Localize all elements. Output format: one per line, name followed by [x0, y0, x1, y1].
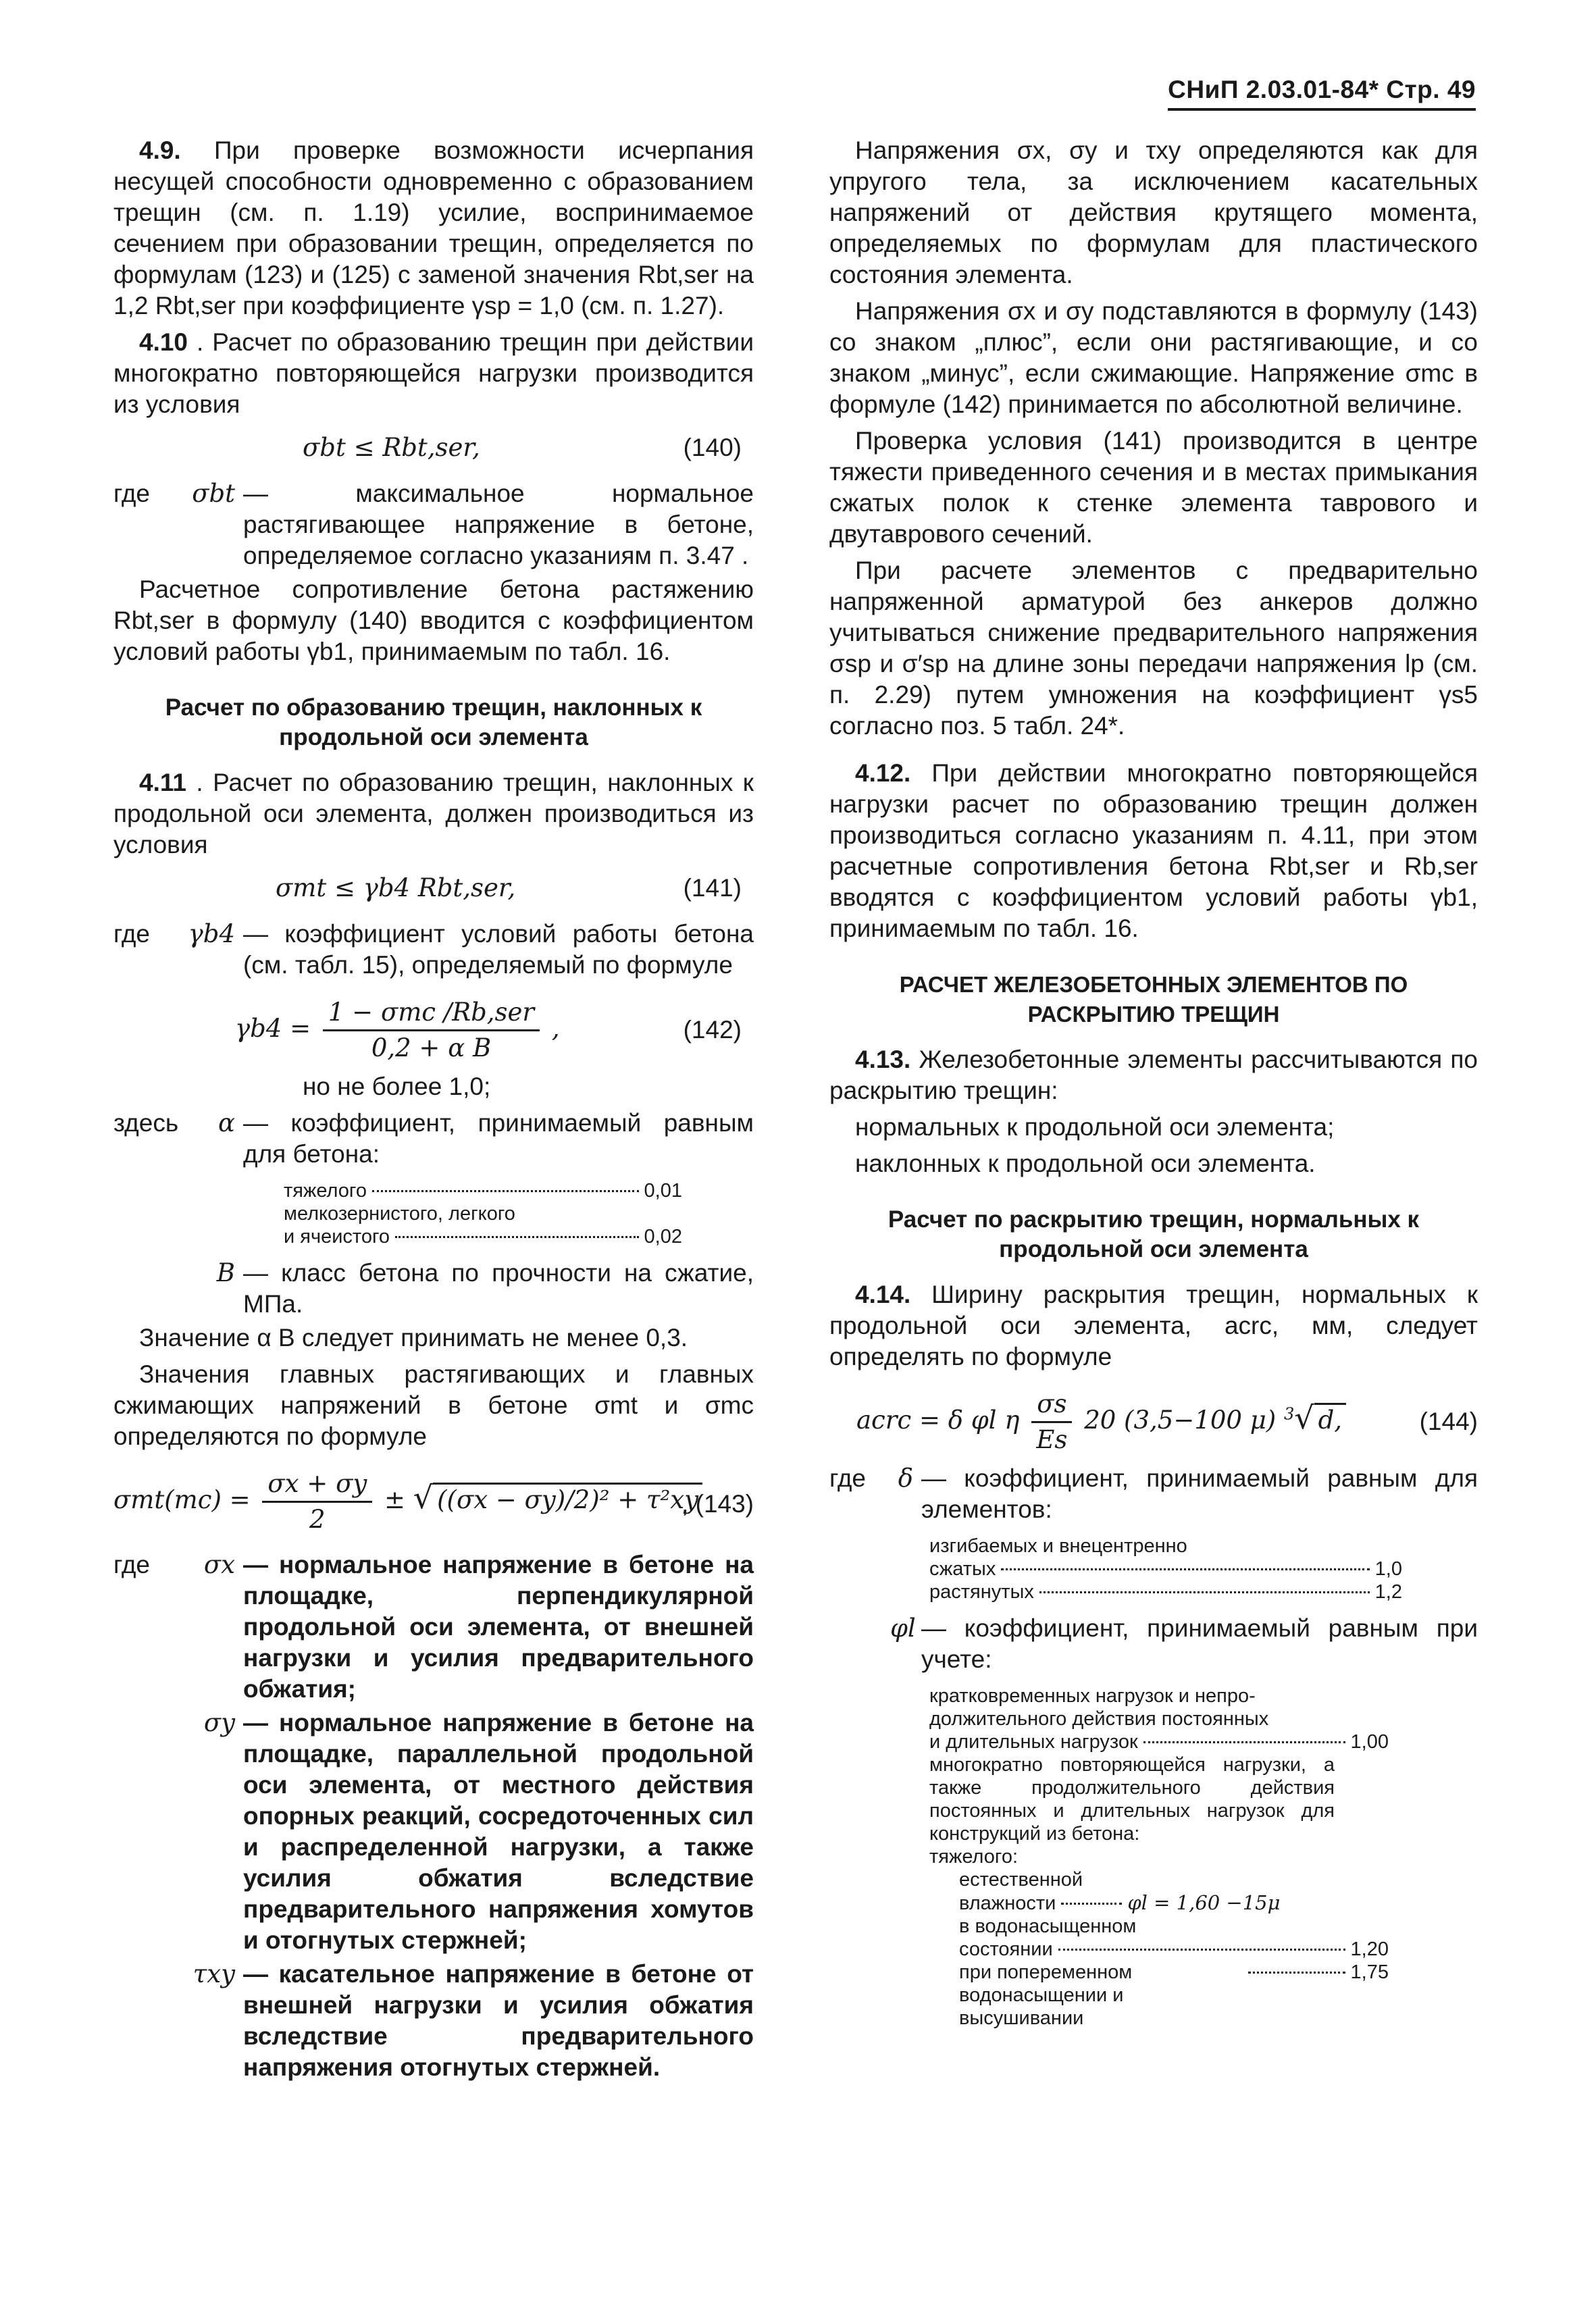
section-heading: Расчет по образованию трещин, наклонных к продольной оси элемента [165, 694, 702, 750]
formula-number: (141) [683, 874, 742, 902]
formula-expression: σmt ≤ γb4 Rbt,ser, [276, 873, 516, 902]
formula-expression [856, 1389, 1346, 1456]
row-value: 1,2 [1374, 1581, 1402, 1603]
leader-dots [1061, 1903, 1122, 1905]
list-item: нормальных к продольной оси элемента; [855, 1113, 1335, 1141]
clause-text: . Расчет по образованию трещин, наклонных к продольной оси элемента, должен производиться из условия [113, 769, 754, 858]
table-row [959, 1961, 1389, 2030]
table-row [959, 1938, 1389, 1961]
formula-lhs: γb4 = [235, 1014, 311, 1043]
paragraph-stresses: Напряжения σx, σy и τxy определяются как для упругого тела, за исключением касательных напряжений от действия крутящего момента, определяемых по формулам для пластического состояния элемента. [829, 136, 1478, 288]
table-row [959, 1891, 1389, 1915]
paragraph-4-9 [113, 135, 754, 322]
paragraph-alpha-B: Значение α B следует принимать не менее 0,3. [139, 1324, 688, 1352]
page-header: СНиП 2.03.01-84* Стр. 49 [1168, 76, 1476, 111]
definition-text: — коэффициент, принимаемый равным для элементов: [921, 1464, 1478, 1523]
table-row: тяжелого: [929, 1846, 1019, 1868]
definition-text: — коэффициент условий работы бетона (см. табл. 15), определяемый по формуле [243, 920, 754, 979]
formula-142 [113, 990, 754, 1064]
row-value: 1,20 [1350, 1938, 1389, 1960]
leader-dots [395, 1236, 638, 1238]
row-label: и длительных нагрузок [929, 1731, 1138, 1753]
leader-dots [1248, 1972, 1345, 1974]
clause-text: . Расчет по образованию трещин при действии многократно повторяющейся нагрузки производится из условия [113, 328, 754, 418]
clause-text: При действии многократно повторяющейся нагрузки расчет по образованию трещин должен производиться согласно указаниям п. 4.11, при этом расчетные сопротивления бетона Rbt,ser и Rb,ser вводятся с коэффициентом условий работы γb1, принимаемым по табл. 16. [829, 759, 1478, 942]
table-row: кратковременных нагрузок и непро- [929, 1685, 1256, 1707]
formula-number: , (143) [681, 1490, 754, 1518]
definition-alpha [113, 1108, 754, 1170]
formula-number: (144) [1419, 1408, 1478, 1435]
radical-sign: √ [1294, 1399, 1314, 1436]
formula-144 [829, 1382, 1478, 1456]
definition-B [113, 1258, 754, 1320]
paragraph-rbt: Расчетное сопротивление бетона растяжению Rbt,ser в формулу (140) вводится с коэффициентом условий работы γb1, принимаемым по табл. 16. [113, 575, 754, 665]
formula-expression [113, 1468, 702, 1535]
definition-text: — класс бетона по прочности на сжатие, МПа. [243, 1259, 754, 1318]
list-item: наклонных к продольной оси элемента. [855, 1150, 1316, 1177]
definition-tau-xy [113, 1959, 754, 2083]
paragraph-4-14 [829, 1279, 1478, 1372]
plus-minus: ± [384, 1485, 406, 1514]
row-label: влажности [959, 1893, 1056, 1914]
radicand: ((σx − σy)/2)² + τ²xy [433, 1483, 702, 1516]
paragraph-4-13 [829, 1044, 1478, 1106]
definition-symbol: φl [890, 1614, 916, 1643]
table-row: многократно повторяющейся нагрузки, а также продолжительного действия постоянных и длительных нагрузок для конструкций из бетона: [929, 1754, 1335, 1845]
here-label: здесь [113, 1109, 179, 1137]
numerator: σx + σy [262, 1468, 372, 1503]
alpha-table [284, 1179, 682, 1248]
definition-symbol: σbt [192, 479, 235, 508]
row-label: сжатых [929, 1558, 996, 1580]
definition-text: — касательное напряжение в бетоне от внешней нагрузки и усилия обжатия вследствие предварительного напряжения отогнутых стержней. [243, 1960, 754, 2081]
leader-dots [1001, 1568, 1369, 1570]
row-value: 0,02 [644, 1226, 682, 1248]
fraction [262, 1468, 372, 1535]
definition-text: — нормальное напряжение в бетоне на площадке, перпендикулярной продольной оси элемента, от внешней нагрузки и усилия предварительного обжатия; [243, 1551, 754, 1703]
clause-text: Железобетонные элементы рассчитываются по раскрытию трещин: [829, 1046, 1478, 1104]
phi-table [929, 1685, 1389, 2030]
leader-dots [1058, 1949, 1345, 1951]
table-row: естественной [959, 1869, 1083, 1891]
where-label: где [829, 1464, 867, 1492]
denominator: Es [1036, 1425, 1068, 1454]
formula-141 [113, 870, 754, 912]
definition-text: — нормальное напряжение в бетоне на площадке, параллельной продольной оси элемента, от местного действия опорных реакций, сосредоточенных сил и распределенной нагрузки, а также усилия обжатия вследствие предварительного напряжения хомутов и отогнутых стержней; [243, 1709, 754, 1954]
definition-text: — максимальное нормальное растягивающее напряжение в бетоне, определяемое согласно указаниям п. 3.47 . [243, 480, 754, 569]
denominator: 0,2 + α B [371, 1033, 492, 1062]
where-label: где [113, 1551, 151, 1578]
row-value: 1,75 [1350, 1961, 1389, 1983]
paragraph-4-10 [113, 327, 754, 420]
paragraph-prestress: При расчете элементов с предварительно напряженной арматурой без анкеров должно учитываться снижение предварительного напряжения σsp и σ′sp на длине зоны передачи напряжения lp (см. п. 2.29) путем умножения на коэффициент γs5 согласно поз. 5 табл. 24*. [829, 557, 1478, 740]
clause-number: 4.9. [139, 136, 181, 164]
definition-sigma-bt [113, 478, 754, 571]
denominator: 2 [309, 1505, 326, 1534]
leader-dots [1039, 1591, 1370, 1593]
right-column [829, 135, 1478, 2039]
fraction [1031, 1389, 1072, 1456]
clause-text: Ширину раскрытия трещин, нормальных к продольной оси элемента, acrc, мм, следует определять по формуле [829, 1281, 1478, 1370]
note-not-more: но не более 1,0; [303, 1073, 491, 1100]
table-row: должительного действия постоянных [929, 1708, 1269, 1730]
formula-lhs: acrc = δ φl η [856, 1406, 1020, 1435]
table-row [284, 1225, 682, 1248]
table-row [929, 1558, 1402, 1580]
definition-symbol: γb4 [188, 919, 235, 948]
section-heading: РАСЧЕТ ЖЕЛЕЗОБЕТОННЫХ ЭЛЕМЕНТОВ ПО РАСКРЫТИЮ ТРЕЩИН [899, 972, 1408, 1027]
delta-table [929, 1535, 1402, 1603]
clause-number: 4.12. [855, 759, 911, 787]
formula-number: (140) [683, 434, 742, 461]
row-value: φl = 1,60 −15μ [1127, 1891, 1281, 1914]
where-label: где [113, 480, 151, 507]
phi-subtable [929, 1868, 1389, 2030]
paragraph-4-12 [829, 758, 1478, 944]
paragraph-check-location: Проверка условия (141) производится в центре тяжести приведенного сечения и в местах примыкания сжатых полок к стенке элемента таврового и двутаврового сечений. [829, 427, 1478, 548]
formula-tail: 20 (3,5−100 μ) [1084, 1406, 1277, 1435]
radical-sign: √ [413, 1479, 434, 1516]
row-label: растянутых [929, 1581, 1034, 1603]
subsection-heading: Расчет по раскрытию трещин, нормальных к продольной оси элемента [887, 1206, 1420, 1262]
row-value: 1,0 [1374, 1558, 1402, 1580]
radicand: d, [1314, 1403, 1346, 1436]
definition-symbol: B [216, 1258, 235, 1287]
numerator: 1 − σmc /Rb,ser [323, 997, 540, 1031]
table-row: в водонасыщенном [959, 1916, 1137, 1937]
clause-number: 4.11 [139, 769, 186, 796]
fraction [323, 997, 540, 1064]
definition-text: — коэффициент, принимаемый равным для бетона: [243, 1109, 754, 1168]
paragraph-4-11 [113, 767, 754, 860]
formula-lhs: σmt(mc) = [113, 1485, 251, 1514]
root-index: 3 [1283, 1404, 1295, 1424]
definition-text: — коэффициент, принимаемый равным при учете: [921, 1614, 1478, 1673]
row-label: мелкозернистого, легкого [284, 1203, 515, 1225]
table-row [284, 1179, 682, 1202]
table-row [929, 1580, 1402, 1603]
row-value: 1,00 [1350, 1731, 1389, 1753]
row-label: при попеременном водонасыщении и высушивании [959, 1961, 1133, 2029]
clause-text: При проверке возможности исчерпания несущей способности одновременно с образованием трещин (см. п. 1.19) усилие, воспринимаемое сечением при образовании трещин, определяется по формулам (123) и (125) с заменой значения Rbt,ser на 1,2 Rbt,ser при коэффициенте γsp = 1,0 (см. п. 1.27). [113, 136, 754, 319]
numerator: σs [1031, 1389, 1072, 1423]
paragraph-sign-rule: Напряжения σx и σy подставляются в формулу (143) со знаком „плюс”, если они растягивающие, и со знаком „минус”, если сжимающие. Напряжение σmc в формуле (142) принимается по абсолютной величине. [829, 297, 1478, 418]
row-label: состоянии [959, 1938, 1053, 1960]
definition-symbol: δ [898, 1464, 913, 1493]
definition-symbol: τxy [192, 1959, 235, 1988]
table-row [929, 1730, 1389, 1753]
formula-140 [113, 430, 754, 471]
definition-sigma-y [113, 1707, 754, 1956]
left-column [113, 135, 754, 2086]
formula-143 [113, 1462, 754, 1543]
clause-number: 4.10 [139, 328, 188, 356]
row-label: и ячеистого [284, 1226, 390, 1248]
row-label: изгибаемых и внецентренно [929, 1535, 1187, 1557]
table-row [929, 1535, 1402, 1558]
formula-number: (142) [683, 1016, 742, 1044]
definition-delta [829, 1463, 1478, 1525]
definition-symbol: α [218, 1108, 235, 1137]
formula-expression: σbt ≤ Rbt,ser, [303, 433, 480, 462]
formula-tail: , [551, 1014, 560, 1043]
leader-dots [1143, 1741, 1345, 1743]
table-row [284, 1202, 682, 1225]
clause-number: 4.13. [855, 1046, 911, 1073]
where-label: где [113, 920, 151, 948]
row-value: 0,01 [644, 1180, 682, 1202]
definition-gamma-b4 [113, 919, 754, 981]
leader-dots [372, 1190, 639, 1192]
formula-expression [235, 997, 560, 1064]
definition-symbol: σy [203, 1708, 235, 1737]
definition-symbol: σx [203, 1550, 235, 1579]
definition-sigma-x [113, 1549, 754, 1705]
paragraph-main-stresses: Значения главных растягивающих и главных сжимающих напряжений в бетоне σmt и σmc определяются по формуле [113, 1360, 754, 1450]
clause-number: 4.14. [855, 1281, 911, 1308]
definition-phi-l [829, 1613, 1478, 1675]
row-label: тяжелого [284, 1180, 367, 1202]
